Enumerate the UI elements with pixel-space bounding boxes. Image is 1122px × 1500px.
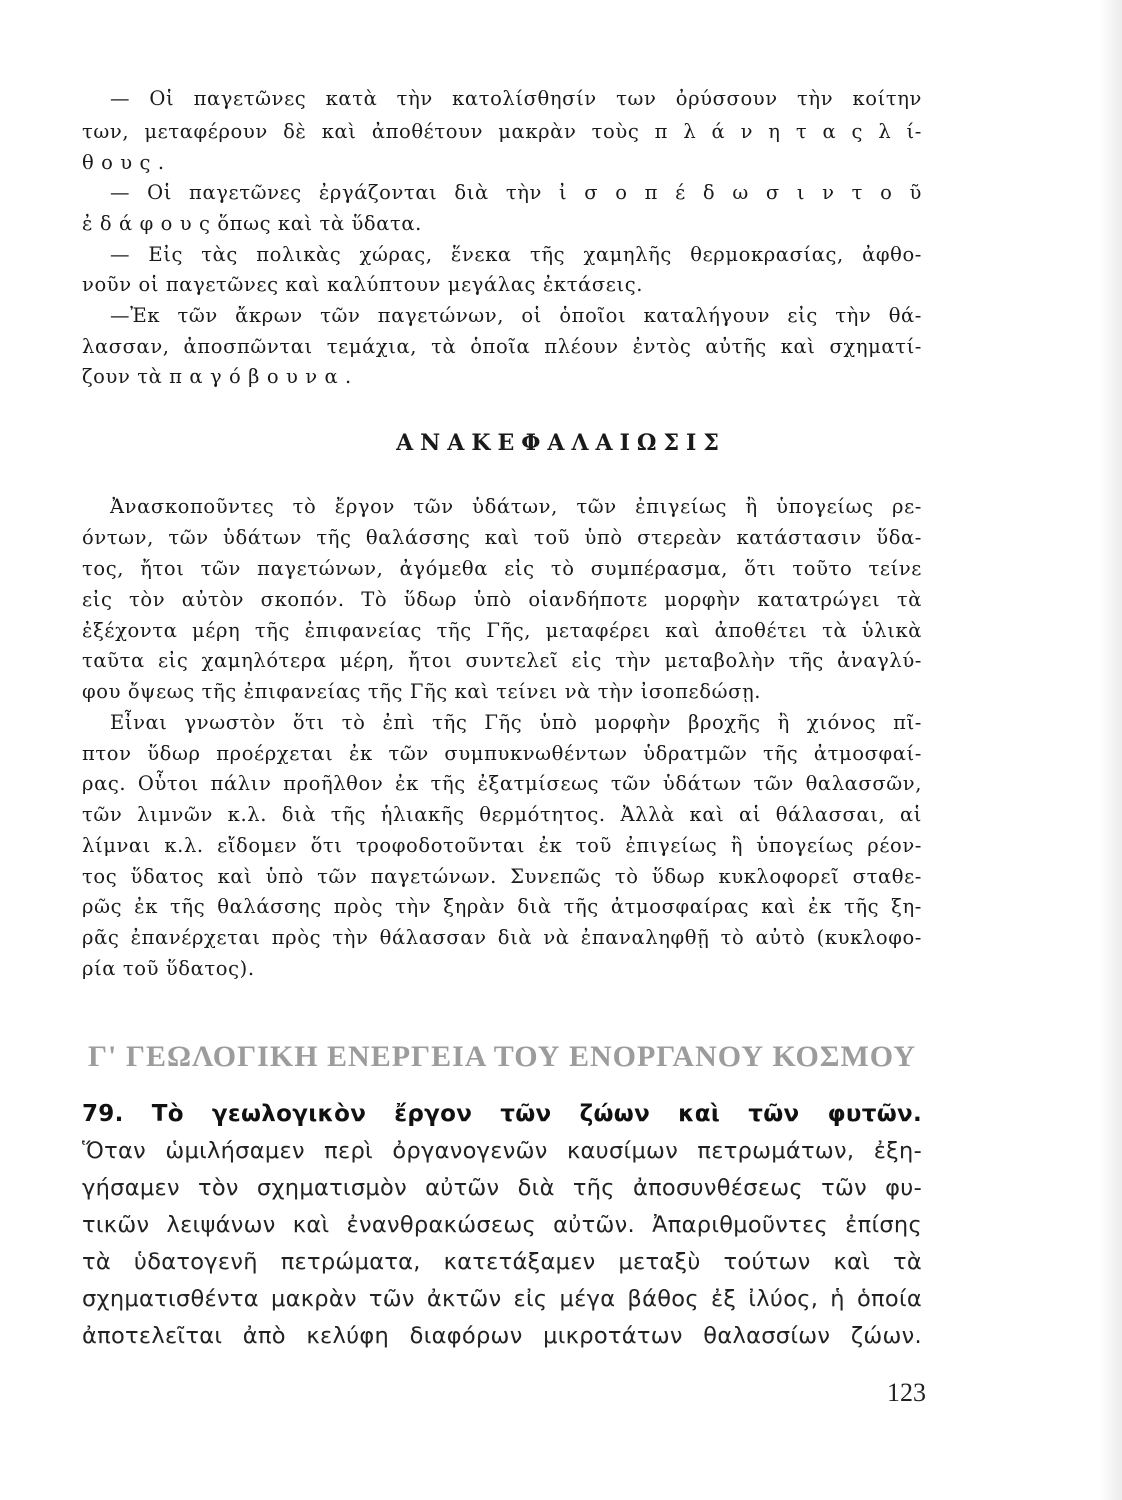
text-line: ταῦτα εἰς χαμηλότερα μέρη, ἤτοι συντελεῖ εἰς τὴν μεταβολὴν τῆς ἀναγλύ- [82, 649, 922, 672]
section-79-heading: 79. Τὸ γεωλογικὸν ἔργον τῶν ζώων καὶ τῶν φυτῶν. [82, 1101, 922, 1127]
text-line: τικῶν λειψάνων καὶ ἐνανθρακώσεως αὐτῶν. Ἀπαριθμοῦντες ἐπίσης [82, 1212, 922, 1238]
text-line: φου ὄψεως τῆς ἐπιφανείας τῆς Γῆς καὶ τείνει νὰ τὴν ἰσοπεδώσῃ. [82, 680, 762, 703]
text-line: ρῶς ἐκ τῆς θαλάσσης πρὸς τὴν ξηρὰν διὰ τῆς ἀτμοσφαίρας καὶ ἐκ τῆς ξη- [82, 895, 922, 918]
text-line: ἐ δ ά φ ο υ ς ὅπως καὶ τὰ ὕδατα. [82, 212, 422, 235]
summary-heading: ΑΝΑΚΕΦΑΛΑΙΩΣΙΣ [396, 430, 726, 456]
text-line: ἀποτελεῖται ἀπὸ κελύφη διαφόρων μικροτάτων θαλασσίων ζώων. [82, 1323, 922, 1349]
text-line: τὰ ὑδατογενῆ πετρώματα, κατετάξαμεν μεταξὺ τούτων καὶ τὰ [82, 1249, 922, 1275]
text-line: Ἀνασκοποῦντες τὸ ἔργον τῶν ὑδάτων, τῶν ἐπιγείως ἢ ὑπογείως ρε- [110, 495, 922, 518]
text-line: όντων, τῶν ὑδάτων τῆς θαλάσσης καὶ τοῦ ὑπὸ στερεὰν κατάστασιν ὕδα- [82, 526, 922, 549]
text-line: σχηματισθέντα μακρὰν τῶν ἀκτῶν εἰς μέγα βάθος ἐξ ἰλύος, ἡ ὁποία [82, 1286, 922, 1312]
text-line: —Ἐκ τῶν ἄκρων τῶν παγετώνων, οἱ ὁποῖοι καταλήγουν εἰς τὴν θά- [110, 304, 922, 327]
text-line: τῶν λιμνῶν κ.λ. διὰ τῆς ἡλιακῆς θερμότητος. Ἀλλὰ καὶ αἱ θάλασσαι, αἱ [82, 803, 922, 826]
text-line: — Οἱ παγετῶνες ἐργάζονται διὰ τὴν ἰ σ ο π έ δ ω σ ι ν τ ο ῦ [110, 181, 922, 204]
text-line: γήσαμεν τὸν σχηματισμὸν αὐτῶν διὰ τῆς ἀποσυνθέσεως τῶν φυ- [82, 1175, 922, 1201]
text-line: εἰς τὸν αὐτὸν σκοπόν. Τὸ ὕδωρ ὑπὸ οἱανδήποτε μορφὴν κατατρώγει τὰ [82, 588, 922, 611]
section-title: Γ' ΓΕΩΛΟΓΙΚΗ ΕΝΕΡΓΕΙΑ ΤΟΥ ΕΝΟΡΓΑΝΟΥ ΚΟΣΜΟΥ [87, 1040, 917, 1073]
text-line: λασσαν, ἀποσπῶνται τεμάχια, τὰ ὁποῖα πλέουν ἐντὸς αὐτῆς καὶ σχηματί- [82, 335, 922, 358]
text-line: ρας. Οὗτοι πάλιν προῆλθον ἐκ τῆς ἐξατμίσεως τῶν ὑδάτων τῶν θαλασσῶν, [82, 772, 922, 795]
text-line: ρᾶς ἐπανέρχεται πρὸς τὴν θάλασσαν διὰ νὰ ἐπαναληφθῇ τὸ αὐτὸ (κυκλοφο- [82, 926, 922, 949]
text-line: — Οἱ παγετῶνες κατὰ τὴν κατολίσθησίν των ὀρύσσουν τὴν κοίτην [110, 87, 922, 110]
text-line: Ὅταν ὡμιλήσαμεν περὶ ὀργανογενῶν καυσίμων πετρωμάτων, ἐξη- [82, 1138, 922, 1164]
text-line: τος ὕδατος καὶ ὑπὸ τῶν παγετώνων. Συνεπῶς τὸ ὕδωρ κυκλοφορεῖ σταθε- [82, 865, 922, 888]
text-line: νοῦν οἱ παγετῶνες καὶ καλύπτουν μεγάλας ἐκτάσεις. [82, 273, 644, 296]
text-line: Εἶναι γνωστὸν ὅτι τὸ ἐπὶ τῆς Γῆς ὑπὸ μορφὴν βροχῆς ἢ χιόνος πῖ- [110, 711, 922, 734]
text-line: — Εἰς τὰς πολικὰς χώρας, ἕνεκα τῆς χαμηλῆς θερμοκρασίας, ἀφθο- [110, 243, 922, 266]
text-line: τος, ἤτοι τῶν παγετώνων, ἀγόμεθα εἰς τὸ συμπέρασμα, ὅτι τοῦτο τείνε [82, 557, 922, 580]
page-number: 123 [887, 1378, 926, 1407]
scan-edge-shadow [1100, 0, 1122, 1500]
text-line: ἐξέχοντα μέρη τῆς ἐπιφανείας τῆς Γῆς, μεταφέρει καὶ ἀποθέτει τὰ ὑλικὰ [82, 619, 922, 642]
text-line: των, μεταφέρουν δὲ καὶ ἀποθέτουν μακρὰν τοὺς π λ ά ν η τ α ς λ ί- [82, 120, 922, 143]
text-line: λίμναι κ.λ. εἴδομεν ὅτι τροφοδοτοῦνται ἐκ τοῦ ἐπιγείως ἢ ὑπογείως ρέον- [82, 834, 922, 857]
text-line: πτον ὕδωρ προέρχεται ἐκ τῶν συμπυκνωθέντων ὑδρατμῶν τῆς ἀτμοσφαί- [82, 742, 922, 765]
text-line: ρία τοῦ ὕδατος). [82, 957, 255, 980]
text-line: ζουν τὰ π α γ ό β ο υ ν α . [82, 365, 352, 388]
text-line: θ ο υ ς . [82, 151, 165, 174]
